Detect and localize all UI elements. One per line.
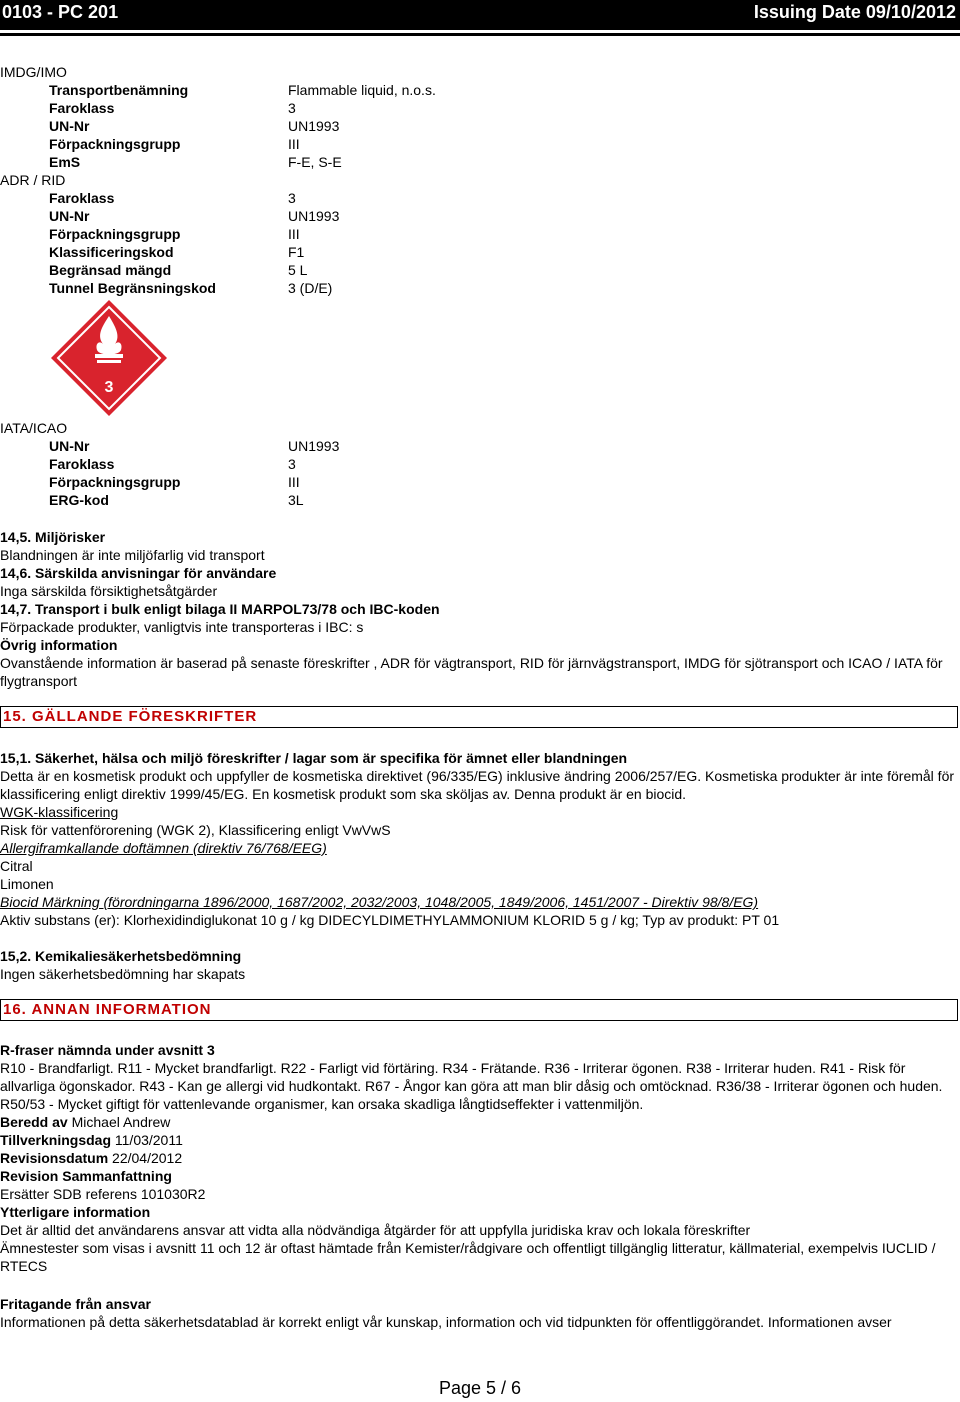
prepared-by-value: Michael Andrew <box>71 1114 171 1130</box>
section-14-7-text: Förpackade produkter, vanligtvis inte transporteras i IBC: s <box>0 619 364 635</box>
section-16-title: 16. ANNAN INFORMATION <box>3 1001 212 1018</box>
wgk-text: Risk för vattenförorening (WGK 2), Klassificering enligt VwVwS <box>0 822 391 838</box>
biocid-heading: Biocid Märkning (förordningarna 1896/2000, 1687/2002, 2032/2003, 1048/2005, 1849/2006, 1451/2007 - Direktiv 98/8/EG) <box>0 894 759 910</box>
adr-label: UN-Nr <box>49 208 90 224</box>
iata-label: Faroklass <box>49 456 115 472</box>
section-15-banner <box>0 706 958 728</box>
imdg-label: UN-Nr <box>49 118 90 134</box>
r-phrases-text: R10 - Brandfarligt. R11 - Mycket brandfarligt. R22 - Farligt vid förtäring. R34 - Frätande. R36 - Irriterar ögonen. R38 - Irriterar huden. R41 - Risk för allvarliga ögonskador. R43 - Kan ge allergi vid hudkontakt. R67 - Ångor kan göra att man blir dåsig och omtöcknad. R36/38 - Irriterar ögonen och huden. R50/53 - Mycket giftigt för vattenlevande organismer, kan orsaka skadliga långtidseffekter i vattenmiljön. <box>0 1060 943 1112</box>
section-15-1-text: Detta är en kosmetisk produkt och uppfyller de kosmetiska direktivet (96/335/EG) inklusive ändring 2006/257/EG. Kosmetiska produkter är inte föremål för klassificering enligt direktiv 1999/45/EG. En kosmetisk produkt som ska sköljas av. Denna produkt är en biocid. <box>0 768 955 802</box>
adr-label: Klassificeringskod <box>49 244 174 260</box>
manufacturing-date <box>0 1131 183 1149</box>
section-14-6-text: Inga särskilda försiktighetsåtgärder <box>0 583 218 599</box>
adr-value: 3 (D/E) <box>288 280 333 296</box>
disclaimer-text: Informationen på detta säkerhetsdatablad är korrekt enligt vår kunskap, information och vid tidpunkten för offentliggörandet. Informationen avser <box>0 1314 892 1330</box>
prepared-by <box>0 1113 170 1131</box>
iata-value: 3L <box>288 492 304 508</box>
iata-value: III <box>288 474 300 490</box>
page-header <box>0 0 960 30</box>
section-15-1-heading: 15,1. Säkerhet, hälsa och miljö föreskrifter / lagar som är specifika för ämnet eller blandningen <box>0 750 628 766</box>
revision-summary-text: Ersätter SDB referens 101030R2 <box>0 1186 206 1202</box>
manufacturing-date-label: Tillverkningsdag <box>0 1132 111 1148</box>
other-info-text: Ovanstående information är baserad på senaste föreskrifter , ADR för vägtransport, RID för järnvägstransport, IMDG för sjötransport och ICAO / IATA för flygtransport <box>0 655 943 689</box>
adr-value: III <box>288 226 300 242</box>
section-14-6-heading: 14,6. Särskilda anvisningar för användare <box>0 565 277 581</box>
allergen-heading: Allergiframkallande doftämnen (direktiv 76/768/EEG) <box>0 840 327 856</box>
section-15-2-text: Ingen säkerhetsbedömning har skapats <box>0 966 246 982</box>
iata-value: 3 <box>288 456 296 472</box>
adr-value: F1 <box>288 244 305 260</box>
imdg-value: 3 <box>288 100 296 116</box>
imdg-label: Transportbenämning <box>49 82 189 98</box>
imdg-value: III <box>288 136 300 152</box>
section-15-title: 15. GÄLLANDE FÖRESKRIFTER <box>3 708 258 725</box>
section-14-7-heading: 14,7. Transport i bulk enligt bilaga II MARPOL73/78 och IBC-koden <box>0 601 440 617</box>
section-14-5-heading: 14,5. Miljörisker <box>0 529 106 545</box>
flammable-liquid-diamond-icon <box>49 298 169 418</box>
adr-label: Begränsad mängd <box>49 262 172 278</box>
page-number: Page 5 / 6 <box>438 1378 522 1398</box>
revision-date-value: 22/04/2012 <box>112 1150 183 1166</box>
additional-info-text: Det är alltid det användarens ansvar att vidta alla nödvändiga åtgärder för att uppfylla juridiska krav och lokala föreskrifter <box>0 1222 751 1238</box>
adr-heading: ADR / RID <box>0 172 66 188</box>
allergen-item: Citral <box>0 858 33 874</box>
imdg-label: Faroklass <box>49 100 115 116</box>
iata-heading: IATA/ICAO <box>0 420 68 436</box>
issuing-date: Issuing Date 09/10/2012 <box>753 2 956 22</box>
header-rule <box>0 33 960 36</box>
adr-value: UN1993 <box>288 208 340 224</box>
r-phrases-heading: R-fraser nämnda under avsnitt 3 <box>0 1042 215 1058</box>
other-info-heading: Övrig information <box>0 637 118 653</box>
section-16-banner <box>0 999 958 1021</box>
adr-label: Faroklass <box>49 190 115 206</box>
wgk-heading: WGK-klassificering <box>0 804 119 820</box>
revision-date-label: Revisionsdatum <box>0 1150 109 1166</box>
hazard-class-number: 3 <box>104 379 114 396</box>
revision-summary-heading: Revision Sammanfattning <box>0 1168 172 1184</box>
iata-label: UN-Nr <box>49 438 90 454</box>
section-15-2-heading: 15,2. Kemikaliesäkerhetsbedömning <box>0 948 242 964</box>
imdg-label: Förpackningsgrupp <box>49 136 181 152</box>
biocid-text: Aktiv substans (er): Klorhexidindiglukonat 10 g / kg DIDECYLDIMETHYLAMMONIUM KLORID 5 g / kg; Typ av produkt: PT 01 <box>0 912 780 928</box>
allergen-item: Limonen <box>0 876 54 892</box>
prepared-by-label: Beredd av <box>0 1114 68 1130</box>
manufacturing-date-value: 11/03/2011 <box>114 1132 183 1148</box>
additional-info-heading: Ytterligare information <box>0 1204 151 1220</box>
document-id: 0103 - PC 201 <box>2 2 119 22</box>
additional-info-text: Ämnestester som visas i avsnitt 11 och 12 är oftast hämtade från Kemister/rådgivare och offentligt tillgänglig litteratur, källmaterial, exempelvis IUCLID / RTECS <box>0 1240 936 1274</box>
iata-label: ERG-kod <box>49 492 109 508</box>
adr-label: Tunnel Begränsningskod <box>49 280 216 296</box>
adr-value: 5 L <box>288 262 308 278</box>
section-14-5-text: Blandningen är inte miljöfarlig vid transport <box>0 547 265 563</box>
imdg-value: UN1993 <box>288 118 340 134</box>
imdg-value: F-E, S-E <box>288 154 342 170</box>
iata-value: UN1993 <box>288 438 340 454</box>
revision-date <box>0 1149 182 1167</box>
imdg-heading: IMDG/IMO <box>0 64 67 80</box>
imdg-label: EmS <box>49 154 81 170</box>
disclaimer-heading: Fritagande från ansvar <box>0 1296 151 1312</box>
iata-label: Förpackningsgrupp <box>49 474 181 490</box>
imdg-value: Flammable liquid, n.o.s. <box>288 82 436 98</box>
adr-value: 3 <box>288 190 296 206</box>
adr-label: Förpackningsgrupp <box>49 226 181 242</box>
